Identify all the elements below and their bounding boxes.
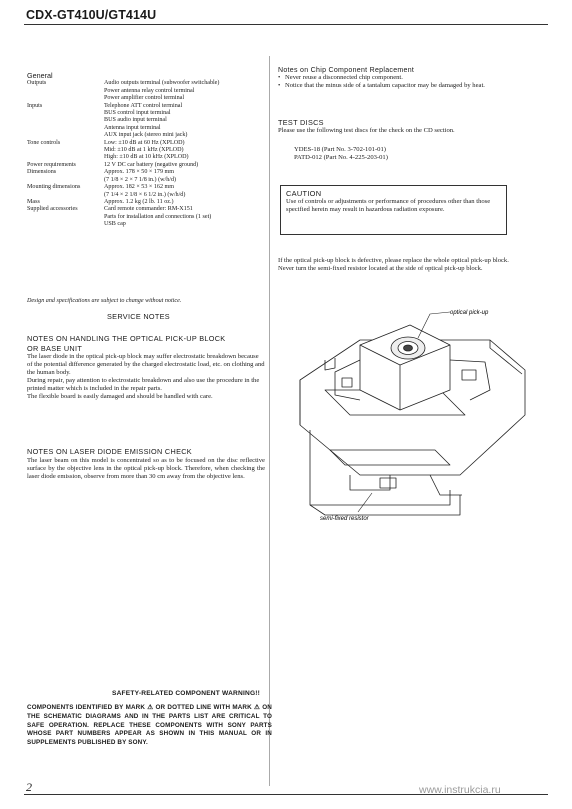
- general-heading: General: [27, 71, 53, 80]
- pickup-heading-line1: NOTES ON HANDLING THE OPTICAL PICK-UP BLOCK: [27, 334, 226, 343]
- spec-key: [27, 117, 104, 124]
- spec-row: [27, 110, 273, 117]
- spec-value: BUS control input terminal: [104, 110, 171, 117]
- spec-key: [27, 110, 104, 117]
- spec-key: [27, 132, 104, 139]
- spec-value: Parts for installation and connections (1 set): [104, 213, 212, 220]
- spec-value: Approx. 178 × 50 × 179 mm: [104, 169, 175, 176]
- disc-item-2: PATD-012 (Part No. 4-225-203-01): [294, 154, 388, 162]
- spec-key: Mounting dimensions: [27, 184, 81, 191]
- service-notes-title: SERVICE NOTES: [107, 312, 170, 321]
- spec-row: [27, 80, 273, 87]
- spec-table: [27, 80, 273, 228]
- spec-key: [27, 192, 104, 199]
- laser-paragraph: The laser beam on this model is concentrated so as to be focused on the disc reflective surface by the objective lens in the optical pick-up block. Therefore, when checking the laser diode emission, observe from more than 30 cm away from the objective lens.: [27, 456, 265, 480]
- pickup-diagram: [290, 300, 530, 535]
- spec-key: [27, 177, 104, 184]
- spec-value: BUS audio input terminal: [104, 117, 167, 124]
- semi-fixed-resistor-label: semi-fixed resistor: [320, 516, 369, 522]
- spec-key: [27, 154, 104, 161]
- safety-warning-text: COMPONENTS IDENTIFIED BY MARK ⚠ OR DOTTED LINE WITH MARK ⚠ ON THE SCHEMATIC DIAGRAMS AND IN THE PARTS LIST ARE CRITICAL TO SAFE OPERATION. REPLACE THESE COMPONENTS WITH SONY PARTS WHOSE PART NUMBERS APPEAR AS SHOWN IN THIS MANUAL OR IN SUPPLEMENTS PUBLISHED BY SONY.: [27, 704, 272, 747]
- spec-key: [27, 214, 104, 221]
- spec-key: [27, 95, 104, 102]
- pickup-paragraph-3: The flexible board is easily damaged and should be handled with care.: [27, 393, 213, 401]
- spec-row: [27, 154, 273, 161]
- spec-key: Inputs: [27, 102, 43, 109]
- spec-value: Low: ±10 dB at 60 Hz (XPLOD): [104, 139, 185, 146]
- chip-list: [278, 74, 538, 90]
- spec-value: Mid: ±10 dB at 1 kHz (XPLOD): [104, 147, 184, 154]
- spec-row: [27, 117, 273, 124]
- spec-value: Telephone ATT control terminal: [104, 102, 183, 109]
- spec-row: [27, 132, 273, 139]
- spec-value: Approx. 1.2 kg (2 lb. 11 oz.): [104, 198, 174, 205]
- spec-key: Dimensions: [27, 169, 57, 176]
- spec-row: [27, 95, 273, 102]
- pickup-paragraph-1: The laser diode in the optical pick-up block may suffer electrostatic breakdown because of the potential difference generated by the charged electrostatic load, etc. on clothing and the human body.: [27, 353, 265, 377]
- specifications: [27, 72, 273, 229]
- pickup-handling-section: [27, 334, 265, 402]
- chip-bullet-2: • Notice that the minus side of a tantalum capacitor may be damaged by heat.: [278, 82, 538, 90]
- pickup-note-2: Never turn the semi-fixed resistor located at the side of optical pick-up block.: [278, 265, 483, 273]
- spec-value: Approx. 182 × 53 × 162 mm: [104, 184, 175, 191]
- laser-heading: NOTES ON LASER DIODE EMISSION CHECK: [27, 447, 192, 456]
- spec-value: USB cap: [104, 221, 126, 228]
- spec-row: [27, 206, 273, 213]
- spec-key: [27, 221, 104, 228]
- test-discs-intro: Please use the following test discs for the check on the CD section.: [278, 127, 455, 134]
- caution-heading: CAUTION: [286, 189, 322, 198]
- spec-key: [27, 88, 104, 95]
- spec-row: [27, 177, 273, 184]
- spec-value: Card remote commander: RM-X151: [104, 206, 193, 213]
- spec-value: Power amplifier control terminal: [104, 95, 185, 102]
- disc-item-1: YDES-18 (Part No. 3-702-101-01): [294, 146, 386, 154]
- chip-replacement-section: [278, 67, 538, 90]
- test-discs-section: [278, 118, 538, 162]
- header-rule: [24, 24, 548, 25]
- safety-warning-title: SAFETY-RELATED COMPONENT WARNING!!: [112, 690, 261, 697]
- spec-row: [27, 103, 273, 110]
- watermark: www.instrukcia.ru: [419, 784, 501, 796]
- spec-row: [27, 199, 273, 206]
- spec-value: Power antenna relay control terminal: [104, 87, 195, 94]
- model-title: CDX-GT410U/GT414U: [26, 8, 157, 22]
- chip-heading: Notes on Chip Component Replacement: [278, 67, 415, 74]
- spec-row: [27, 214, 273, 221]
- spec-value: 12 V DC car battery (negative ground): [104, 161, 199, 168]
- pickup-paragraph-2: During repair, pay attention to electrostatic breakdown and also use the procedure in the printed matter which is included in the repair parts.: [27, 377, 260, 393]
- spec-key: Outputs: [27, 80, 47, 87]
- spec-row: [27, 162, 273, 169]
- spec-key: [27, 147, 104, 154]
- spec-value: High: ±10 dB at 10 kHz (XPLOD): [104, 154, 189, 161]
- pickup-note-1: If the optical pick-up block is defective, please replace the whole optical pick-up block.: [278, 257, 509, 264]
- spec-note: Design and specifications are subject to change without notice.: [27, 298, 182, 304]
- caution-text: Use of controls or adjustments or performance of procedures other than those specified herein may result in hazardous radiation exposure.: [286, 198, 491, 214]
- disc-list: [294, 146, 538, 162]
- spec-row: [27, 192, 273, 199]
- chip-bullet-1: • Never reuse a disconnected chip component.: [278, 74, 538, 82]
- spec-key: Mass: [27, 198, 40, 205]
- pickup-replacement-note: [278, 257, 538, 273]
- spec-value: (7 1/8 × 2 × 7 1/8 in.) (w/h/d): [104, 176, 177, 183]
- spec-key: Tone controls: [27, 139, 61, 146]
- spec-key: Power requirements: [27, 161, 76, 168]
- page-number: 2: [26, 780, 32, 794]
- spec-row: [27, 140, 273, 147]
- spec-value: Audio outputs terminal (subwoofer switchable): [104, 80, 220, 87]
- optical-pickup-label: optical pick-up: [450, 310, 489, 316]
- laser-check-section: [27, 447, 265, 481]
- test-discs-heading: TEST DISCS: [278, 118, 324, 127]
- caution-box: [280, 185, 507, 235]
- spec-row: [27, 184, 273, 191]
- spec-key: Supplied accessories: [27, 206, 78, 213]
- spec-row: [27, 169, 273, 176]
- spec-value: AUX input jack (stereo mini jack): [104, 132, 188, 139]
- pickup-heading-line2: OR BASE UNIT: [27, 343, 83, 353]
- spec-row: [27, 221, 273, 228]
- spec-value: Antenna input terminal: [104, 124, 161, 131]
- pickup-drawing: [290, 300, 530, 530]
- spec-value: (7 1/4 × 2 1/8 × 6 1/2 in.) (w/h/d): [104, 191, 186, 198]
- spec-key: [27, 125, 104, 132]
